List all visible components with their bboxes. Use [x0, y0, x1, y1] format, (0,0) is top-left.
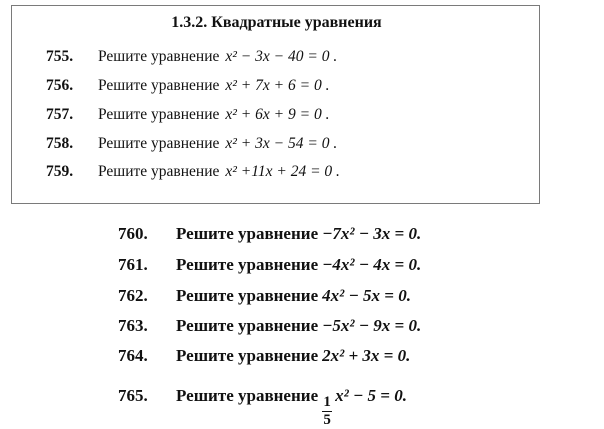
- problem-text: Решите уравнение: [176, 316, 319, 335]
- problem-762: [118, 286, 411, 306]
- boxed-section: [11, 5, 540, 204]
- problem-text: Решите уравнение: [98, 77, 220, 94]
- problem-755: [46, 48, 337, 66]
- problem-text: Решите уравнение: [98, 163, 220, 180]
- problem-equation: x² − 3x − 40 = 0 .: [225, 48, 338, 65]
- fraction-denominator: 5: [323, 412, 331, 428]
- problem-number: 764.: [118, 346, 148, 365]
- problem-equation: −4x² − 4x = 0.: [322, 255, 422, 274]
- problem-764: [118, 346, 410, 366]
- problem-text: Решите уравнение: [98, 48, 220, 65]
- problem-765: [118, 386, 407, 428]
- problem-equation: −5x² − 9x = 0.: [322, 316, 422, 335]
- problem-equation: −7x² − 3x = 0.: [322, 224, 422, 243]
- problem-number: 760.: [118, 224, 148, 243]
- problem-text: Решите уравнение: [176, 286, 319, 305]
- problem-equation: x² +11x + 24 = 0 .: [225, 163, 340, 180]
- fraction-numerator: 1: [323, 394, 331, 410]
- problem-text: Решите уравнение: [98, 106, 220, 123]
- problem-757: [46, 106, 329, 124]
- problem-number: 762.: [118, 286, 148, 305]
- problem-text: Решите уравнение: [176, 386, 319, 405]
- problem-756: [46, 77, 329, 95]
- fraction: [322, 394, 332, 429]
- problem-759: [46, 163, 340, 181]
- problem-number: 765.: [118, 386, 148, 405]
- problem-text: Решите уравнение: [176, 255, 319, 274]
- problem-equation: 2x² + 3x = 0.: [322, 346, 411, 365]
- problem-equation: x² + 6x + 9 = 0 .: [225, 106, 330, 123]
- problem-equation: x² + 3x − 54 = 0 .: [225, 135, 338, 152]
- problem-number: 763.: [118, 316, 148, 335]
- problem-text: Решите уравнение: [176, 346, 319, 365]
- problem-number: 759.: [46, 163, 74, 180]
- problem-equation: x² − 5 = 0.: [335, 386, 407, 405]
- problem-number: 757.: [46, 106, 74, 123]
- problem-text: Решите уравнение: [176, 224, 319, 243]
- problem-equation: x² + 7x + 6 = 0 .: [225, 77, 330, 94]
- section-title: 1.3.2. Квадратные уравнения: [171, 14, 382, 31]
- problem-761: [118, 255, 421, 275]
- problem-number: 761.: [118, 255, 148, 274]
- problem-758: [46, 135, 337, 153]
- problem-text: Решите уравнение: [98, 135, 220, 152]
- problem-number: 756.: [46, 77, 74, 94]
- problem-number: 758.: [46, 135, 74, 152]
- problem-763: [118, 316, 421, 336]
- problem-760: [118, 224, 421, 244]
- problem-number: 755.: [46, 48, 74, 65]
- problem-equation: 4x² − 5x = 0.: [322, 286, 411, 305]
